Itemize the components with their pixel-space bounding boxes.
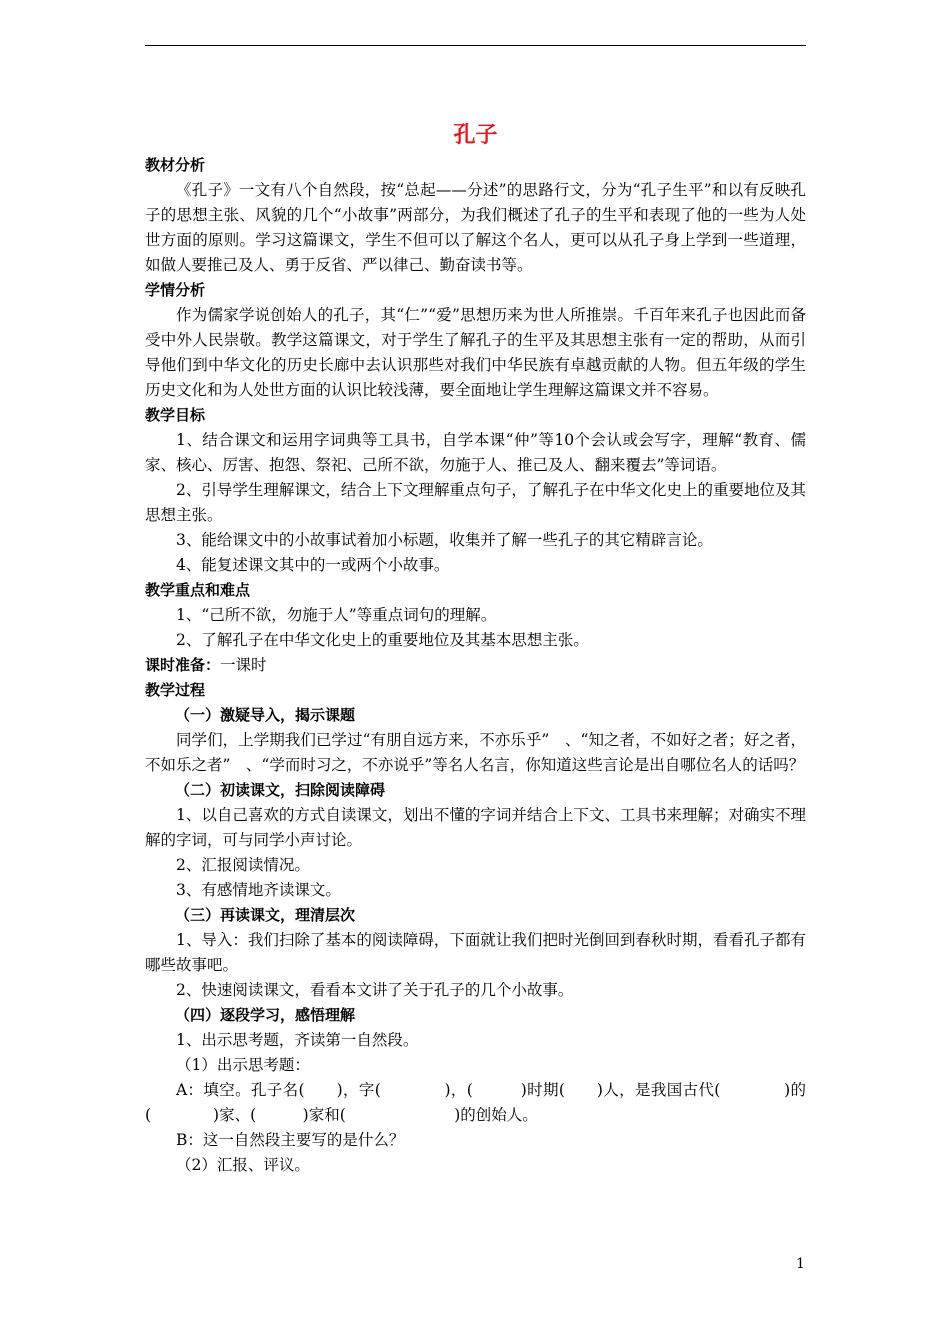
heading-textbook-analysis: 教材分析 — [145, 156, 206, 174]
page-number: 1 — [796, 1256, 805, 1272]
process-step-heading: （二）初读课文，扫除阅读障碍 — [175, 781, 386, 799]
class-time-value: 一课时 — [220, 656, 267, 674]
goal-item: 3、能给课文中的小故事试着加小标题，收集并了解一些孔子的其它精辟言论。 — [176, 531, 713, 549]
goal-item: 1、结合课文和运用字词典等工具书，自学本课“仲”等10个会认或会写字，理解“教育、儒家、核心、厉害、抱怨、祭祀、己所不欲，勿施于人、推己及人、翻来覆去”等词语。 — [145, 431, 806, 474]
key-point-item: 1、“己所不欲，勿施于人”等重点词句的理解。 — [176, 606, 497, 624]
process-item: （2）汇报、评议。 — [176, 1156, 310, 1174]
process-item: 1、导入：我们扫除了基本的阅读障碍，下面就让我们把时光倒回到春秋时期，看看孔子都有哪些故事吧。 — [145, 931, 806, 974]
fill-in-question: A：填空。孔子名( )，字( )，( )时期( )人，是我国古代( )的( )家、( )家和( )的创始人。 — [145, 1081, 806, 1124]
process-item: 3、有感情地齐读课文。 — [176, 881, 341, 899]
key-point-item: 2、了解孔子在中华文化史上的重要地位及其基本思想主张。 — [176, 631, 589, 649]
goal-item: 2、引导学生理解课文，结合上下文理解重点句子，了解孔子在中华文化史上的重要地位及其思想主张。 — [145, 481, 806, 524]
process-item: B：这一自然段主要写的是什么？ — [176, 1131, 405, 1149]
heading-student-analysis: 学情分析 — [145, 281, 206, 299]
process-item: 2、快速阅读课文，看看本文讲了关于孔子的几个小故事。 — [176, 981, 574, 999]
header-rule — [145, 45, 806, 46]
process-item: （1）出示思考题： — [176, 1056, 310, 1074]
process-step-heading: （一）激疑导入，揭示课题 — [175, 706, 356, 724]
process-item: 1、出示思考题，齐读第一自然段。 — [176, 1031, 419, 1049]
paragraph-textbook-analysis: 《孔子》一文有八个自然段，按“总起——分述”的思路行文，分为“孔子生平”和以有反映孔子的思想主张、风貌的几个“小故事”两部分，为我们概述了孔子的生平和表现了他的一些为人处世方面的原则。学习这篇课文，学生不但可以了解这个名人，更可以从孔子身上学到一些道理，如做人要推己及人、勇于反省、严以律己、勤奋读书等。 — [145, 181, 806, 274]
class-time-label: 课时准备： — [145, 656, 221, 674]
document-body — [145, 121, 806, 1178]
class-time-line — [145, 653, 806, 678]
page-title: 孔子 — [453, 123, 498, 148]
process-paragraph: 同学们，上学期我们已学过“有朋自远方来，不亦乐乎” 、“知之者，不如好之者；好之者，不如乐之者” 、“学而时习之，不亦说乎”等名人名言，你知道这些言论是出自哪位名人的话吗？ — [145, 731, 806, 774]
process-step-heading: （三）再读课文，理清层次 — [175, 906, 356, 924]
heading-teaching-goals: 教学目标 — [145, 406, 206, 424]
goal-item: 4、能复述课文其中的一或两个小故事。 — [176, 556, 450, 574]
process-item: 2、汇报阅读情况。 — [176, 856, 310, 874]
process-item: 1、以自己喜欢的方式自读课文，划出不懂的字词并结合上下文、工具书来理解；对确实不理解的字词，可与同学小声讨论。 — [145, 806, 806, 849]
process-step-heading: （四）逐段学习，感悟理解 — [175, 1006, 356, 1024]
heading-teaching-process: 教学过程 — [145, 681, 206, 699]
heading-key-points: 教学重点和难点 — [145, 581, 251, 599]
paragraph-student-analysis: 作为儒家学说创始人的孔子，其“仁”“爱”思想历来为世人所推崇。千百年来孔子也因此而备受中外人民崇敬。教学这篇课文，对于学生了解孔子的生平及其思想主张有一定的帮助，从而引导他们到中华文化的历史长廊中去认识那些对我们中华民族有卓越贡献的人物。但五年级的学生历史文化和为人处世方面的认识比较浅薄，要全面地让学生理解这篇课文并不容易。 — [145, 306, 806, 399]
